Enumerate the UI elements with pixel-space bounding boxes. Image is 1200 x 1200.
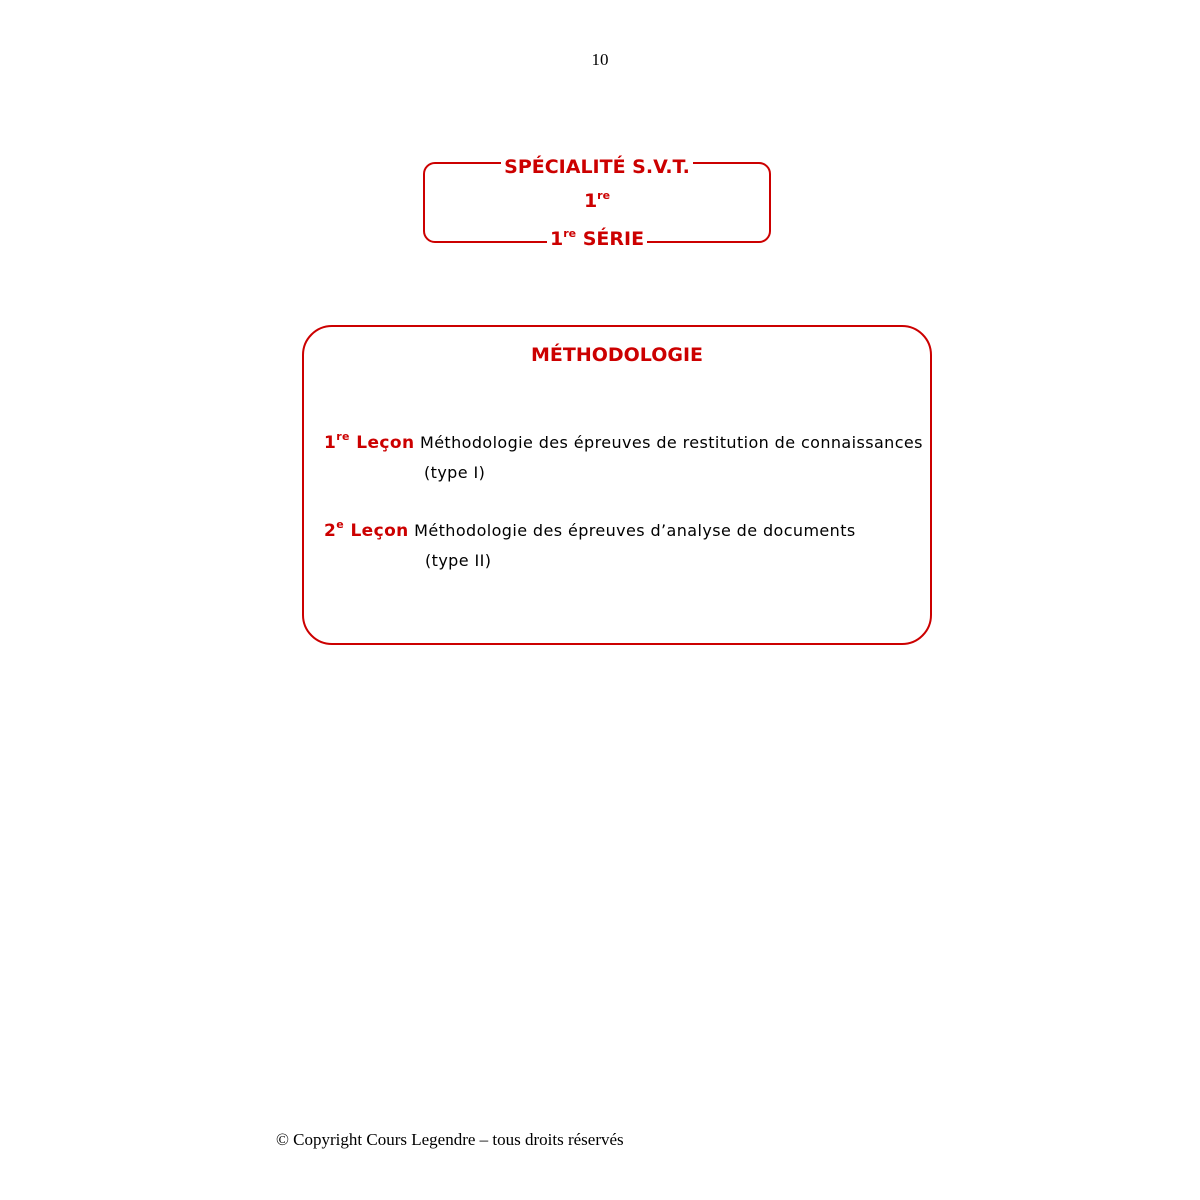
lesson-ordinal: e xyxy=(336,518,345,531)
copyright-footer: © Copyright Cours Legendre – tous droits réservés xyxy=(276,1130,624,1149)
header-subject-text: SPÉCIALITÉ S.V.T. xyxy=(501,156,693,178)
lesson-word: Leçon xyxy=(356,433,415,453)
lesson-type: (type II) xyxy=(425,551,492,570)
lesson-item xyxy=(324,518,856,570)
lesson-type: (type I) xyxy=(424,463,486,482)
header-series-text xyxy=(547,228,647,250)
header-line-level xyxy=(425,190,769,212)
lesson-item xyxy=(324,430,923,482)
lesson-number: 1 xyxy=(324,433,337,453)
methodology-box xyxy=(302,325,932,645)
methodology-title: MÉTHODOLOGIE xyxy=(530,344,704,366)
lesson-label xyxy=(324,430,415,453)
page-number: 10 xyxy=(591,50,609,69)
lesson-text: Méthodologie des épreuves d’analyse de documents xyxy=(414,521,856,540)
header-series-ordinal: re xyxy=(563,227,577,240)
header-level-ordinal: re xyxy=(597,189,611,202)
header-line-series xyxy=(425,228,769,250)
header-series-number: 1 xyxy=(549,228,564,250)
lesson-number: 2 xyxy=(324,521,337,541)
header-line-subject xyxy=(425,156,769,178)
header-box xyxy=(423,156,771,250)
lesson-text: Méthodologie des épreuves de restitution de connaissances xyxy=(419,433,923,452)
lesson-ordinal: re xyxy=(336,430,350,443)
lesson-word: Leçon xyxy=(350,521,409,541)
header-level-number: 1 xyxy=(583,190,598,212)
header-level-text xyxy=(581,190,613,212)
header-series-word: SÉRIE xyxy=(582,228,645,250)
lesson-label xyxy=(324,518,409,541)
